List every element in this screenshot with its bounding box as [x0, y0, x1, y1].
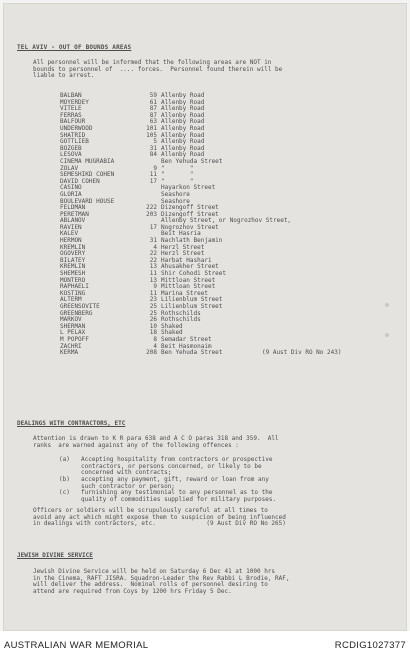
street-number: 22	[149, 256, 157, 264]
list-item	[60, 133, 380, 140]
intro-line: liable to arrest.	[33, 72, 95, 79]
street-name: Dizengoff Street	[161, 204, 219, 212]
section-heading-service: JEWISH DIVINE SERVICE	[17, 552, 93, 559]
establishment-name: GLORIA	[60, 190, 82, 198]
street-number: 18	[149, 329, 157, 337]
intro-paragraph	[33, 60, 373, 80]
street-number: 203	[146, 210, 157, 218]
establishment-name: KALEV	[60, 230, 79, 238]
list-item	[60, 271, 380, 278]
list-item	[60, 284, 380, 291]
establishment-name: UNDERWOOD	[60, 124, 93, 132]
street-name: " "	[161, 177, 194, 185]
archive-name: AUSTRALIAN WAR MEMORIAL	[4, 640, 149, 651]
street-number: 11	[149, 171, 157, 179]
offence-line: such contractor or person;	[81, 482, 175, 490]
intro-line: All personnel will be informed that the following areas are NOT in	[33, 59, 272, 66]
establishment-name: ABLANOV	[60, 217, 86, 225]
offence-line: contractors, or persons concerned, or likely to be	[81, 462, 262, 470]
street-number: 105	[146, 131, 157, 139]
establishment-name: KREMLIN	[60, 263, 86, 271]
establishment-name: LESOVA	[60, 151, 82, 159]
street-name: Beit Hasria	[161, 230, 201, 238]
street-number: 11	[149, 289, 157, 297]
street-name: Shaked	[161, 322, 183, 330]
street-name: Harbat Hashari	[161, 256, 212, 264]
list-item	[60, 245, 380, 252]
document-text	[3, 3, 407, 631]
section-heading-out-of-bounds: TEL AVIV - OUT OF BOUNDS AREAS	[17, 44, 132, 51]
street-number: 13	[149, 276, 157, 284]
list-item	[60, 119, 380, 126]
establishment-name: BOZGEB	[60, 144, 82, 152]
street-number: 4	[153, 243, 157, 251]
document-page	[3, 3, 407, 631]
street-name: Ben Yehuda Street	[161, 349, 223, 357]
street-name: Seashore	[161, 197, 190, 205]
street-number: 84	[149, 151, 157, 159]
list-item	[60, 317, 380, 324]
street-number: 9	[153, 164, 157, 172]
list-item	[60, 258, 380, 265]
street-name: Dizengoff Street	[161, 210, 219, 218]
establishment-name: ALTERM	[60, 296, 82, 304]
street-number: 222	[146, 204, 157, 212]
service-line: attend are required from Coys by 1200 hrs Friday 5 Dec.	[33, 587, 232, 595]
street-number: 13	[149, 263, 157, 271]
list-item	[60, 304, 380, 311]
establishment-name: GREENBERG	[60, 309, 93, 317]
street-number: 22	[149, 250, 157, 258]
intro-line: bounds to personnel of .... forces. Personnel found therein will be	[33, 65, 283, 73]
street-name: Herzl Street	[161, 243, 205, 251]
offence-line: concerned with contracts;	[81, 469, 172, 476]
list-item	[60, 218, 380, 225]
street-name: Allenby Road	[161, 124, 205, 132]
establishment-name: VITELE	[60, 105, 82, 113]
establishment-name: OGOVERY	[60, 250, 86, 258]
offence-line: Accepting hospitality from contractors or prospective	[81, 456, 273, 463]
establishment-name: DAVID COHEN	[60, 177, 100, 185]
closing-line: avoid any act which might expose them to suspicion of being influenced	[33, 513, 286, 521]
street-name: Rothschilds	[161, 309, 201, 317]
street-name: Beit Hasmonaim	[161, 342, 212, 350]
street-number: 5	[153, 138, 157, 146]
establishment-name: KERMA	[60, 349, 79, 357]
establishment-name: MONTERO	[60, 276, 86, 284]
establishment-name: ZACHRI	[60, 342, 82, 350]
street-name: Mittloan Street	[161, 283, 216, 291]
establishment-name: SEMESHIKD COHEN	[60, 171, 115, 179]
dealings-closing	[33, 508, 286, 528]
list-item	[60, 179, 380, 186]
list-item	[60, 337, 380, 344]
establishment-name: BOULEVARD HOUSE	[60, 197, 115, 205]
closing-line: in dealings with contractors, etc. (9 Aust Div RO No 265)	[33, 520, 286, 527]
street-number: 17	[149, 223, 157, 231]
street-number: 23	[149, 296, 157, 304]
street-number: 25	[149, 303, 157, 310]
street-number: 17	[149, 177, 157, 185]
list-item	[60, 238, 380, 245]
street-name: Allenby Road	[161, 131, 205, 139]
offence-line: accepting any payment, gift, reward or loan from any	[81, 476, 269, 483]
street-number: 10	[149, 322, 157, 330]
service-paragraph	[33, 569, 289, 595]
establishment-name: GREENSOVITE	[60, 303, 100, 310]
out-of-bounds-list	[60, 93, 380, 357]
street-name: Nachlath Benjamin	[161, 237, 223, 245]
street-name: Rothschilds	[161, 316, 201, 324]
list-item	[60, 185, 380, 192]
list-item	[60, 225, 380, 232]
offence-line: furnishing any testimonial to any personnel as to the	[81, 489, 273, 496]
list-item	[60, 100, 380, 107]
street-name: Ahusakher Street	[161, 263, 219, 271]
establishment-name: SHEMESH	[60, 270, 86, 278]
establishment-name: FERRAS	[60, 111, 82, 119]
order-reference: (9 Aust Div RO No 243)	[262, 349, 342, 357]
list-item	[60, 113, 380, 120]
offence-letter: (a)	[59, 456, 70, 463]
establishment-name: CINEMA MUGRABIA	[60, 157, 115, 165]
street-name: Marina Street	[161, 289, 208, 297]
street-number: 4	[153, 342, 157, 350]
list-item	[60, 330, 380, 337]
street-name: Allenby Road	[161, 151, 205, 159]
street-name: Allenby Road	[161, 118, 205, 126]
establishment-name: BALBAN	[60, 92, 82, 99]
street-number: 26	[149, 316, 157, 324]
establishment-name: GOTTLIEB	[60, 138, 89, 146]
list-item	[60, 139, 380, 146]
street-name: Herzl Street	[161, 250, 205, 258]
establishment-name: CASINO	[60, 184, 82, 192]
street-name: Allenby Road	[161, 111, 205, 119]
street-name: Shir Cohodi Street	[161, 270, 227, 278]
street-name: Lilienblum Street	[161, 303, 223, 310]
street-name: Nogrozhov Street	[161, 223, 219, 231]
street-name: Allenby Road	[161, 98, 205, 106]
list-item	[60, 106, 380, 113]
service-line: Jewish Divine Service will be held on Saturday 6 Dec 41 at 1000 hrs	[33, 568, 276, 575]
establishment-name: M POPOFF	[60, 335, 89, 343]
street-number: 25	[149, 309, 157, 317]
street-name: Seashore	[161, 190, 190, 198]
street-number: 87	[149, 105, 157, 113]
list-item	[60, 278, 380, 285]
street-number: 63	[149, 118, 157, 126]
list-item	[60, 146, 380, 153]
list-item	[60, 159, 380, 166]
offence-text	[81, 457, 272, 477]
establishment-name: KREMLIN	[60, 243, 86, 251]
establishment-name: ZOLAV	[60, 164, 79, 172]
list-item	[60, 311, 380, 318]
establishment-name: MARKOV	[60, 316, 82, 324]
street-number: 11	[149, 270, 157, 278]
establishment-name: BALFOUR	[60, 118, 86, 126]
archive-footer	[0, 631, 410, 654]
street-number: 59	[149, 92, 157, 99]
street-number: 8	[153, 335, 157, 343]
dealings-line: Attention is drawn to K R para 638 and A C O paras 318 and 359. All	[33, 435, 279, 442]
offence-line: quality of commodities supplied for military purposes.	[81, 495, 277, 503]
list-item	[60, 350, 380, 357]
street-number: 101	[146, 124, 157, 132]
establishment-name: MOYERDEY	[60, 98, 89, 106]
street-name: " "	[161, 164, 194, 172]
street-name: Ben Yehuda Street	[161, 157, 223, 165]
offence-text	[81, 490, 276, 503]
street-name: Hayarkon Street	[161, 184, 216, 192]
street-number: 31	[149, 237, 157, 245]
street-number: 31	[149, 144, 157, 152]
establishment-name: RAPHAELI	[60, 283, 89, 291]
list-item	[60, 205, 380, 212]
list-item	[60, 324, 380, 331]
street-name: Allenby Street, or Nogrozhov Street,	[161, 217, 292, 225]
service-line: in the Cinema, RAFT JISRA. Squadron-Leader the Rev Rabbi L Brodie, RAF,	[33, 574, 290, 582]
establishment-name: KOSTING	[60, 289, 86, 297]
street-number: 9	[153, 283, 157, 291]
street-name: Allenby Road	[161, 105, 205, 113]
list-item	[60, 126, 380, 133]
street-number: 61	[149, 98, 157, 106]
establishment-name: L PELAX	[60, 329, 86, 337]
service-line: will deliver the address. Nominal rolls of personnel desiring to	[33, 581, 268, 588]
street-name: " "	[161, 171, 194, 179]
section-heading-dealings: DEALINGS WITH CONTRACTORS, ETC	[17, 420, 126, 427]
street-name: Mittloan Street	[161, 276, 216, 284]
closing-line: Officers or soldiers will be scrupulously careful at all times to	[33, 507, 268, 514]
list-item	[60, 199, 380, 206]
street-name: Allenby Road	[161, 138, 205, 146]
street-number: 87	[149, 111, 157, 119]
street-name: Lilienblum Street	[161, 296, 223, 304]
street-name: Allenby Road	[161, 144, 205, 152]
street-number: 208	[146, 349, 157, 357]
offence-letter: (b)	[59, 476, 70, 483]
establishment-name: RAVIEN	[60, 223, 82, 231]
list-item	[60, 251, 380, 258]
street-name: Semadar Street	[161, 335, 212, 343]
dealings-paragraph	[33, 436, 279, 449]
dealings-line: ranks are warned against any of the following offences :	[33, 441, 239, 449]
offence-letter: (c)	[59, 489, 70, 496]
establishment-name: BILATEY	[60, 256, 86, 264]
list-item	[60, 93, 380, 100]
street-name: Shaked	[161, 329, 183, 337]
establishment-name: SHERMAN	[60, 322, 86, 330]
establishment-name: PERETMAN	[60, 210, 89, 218]
street-name: Allenby Road	[161, 92, 205, 99]
establishment-name: HERMON	[60, 237, 82, 245]
establishment-name: FELDMAN	[60, 204, 86, 212]
archive-reference: RCDIG1027377	[334, 640, 406, 651]
list-item	[60, 172, 380, 179]
establishment-name: SHATRID	[60, 131, 86, 139]
